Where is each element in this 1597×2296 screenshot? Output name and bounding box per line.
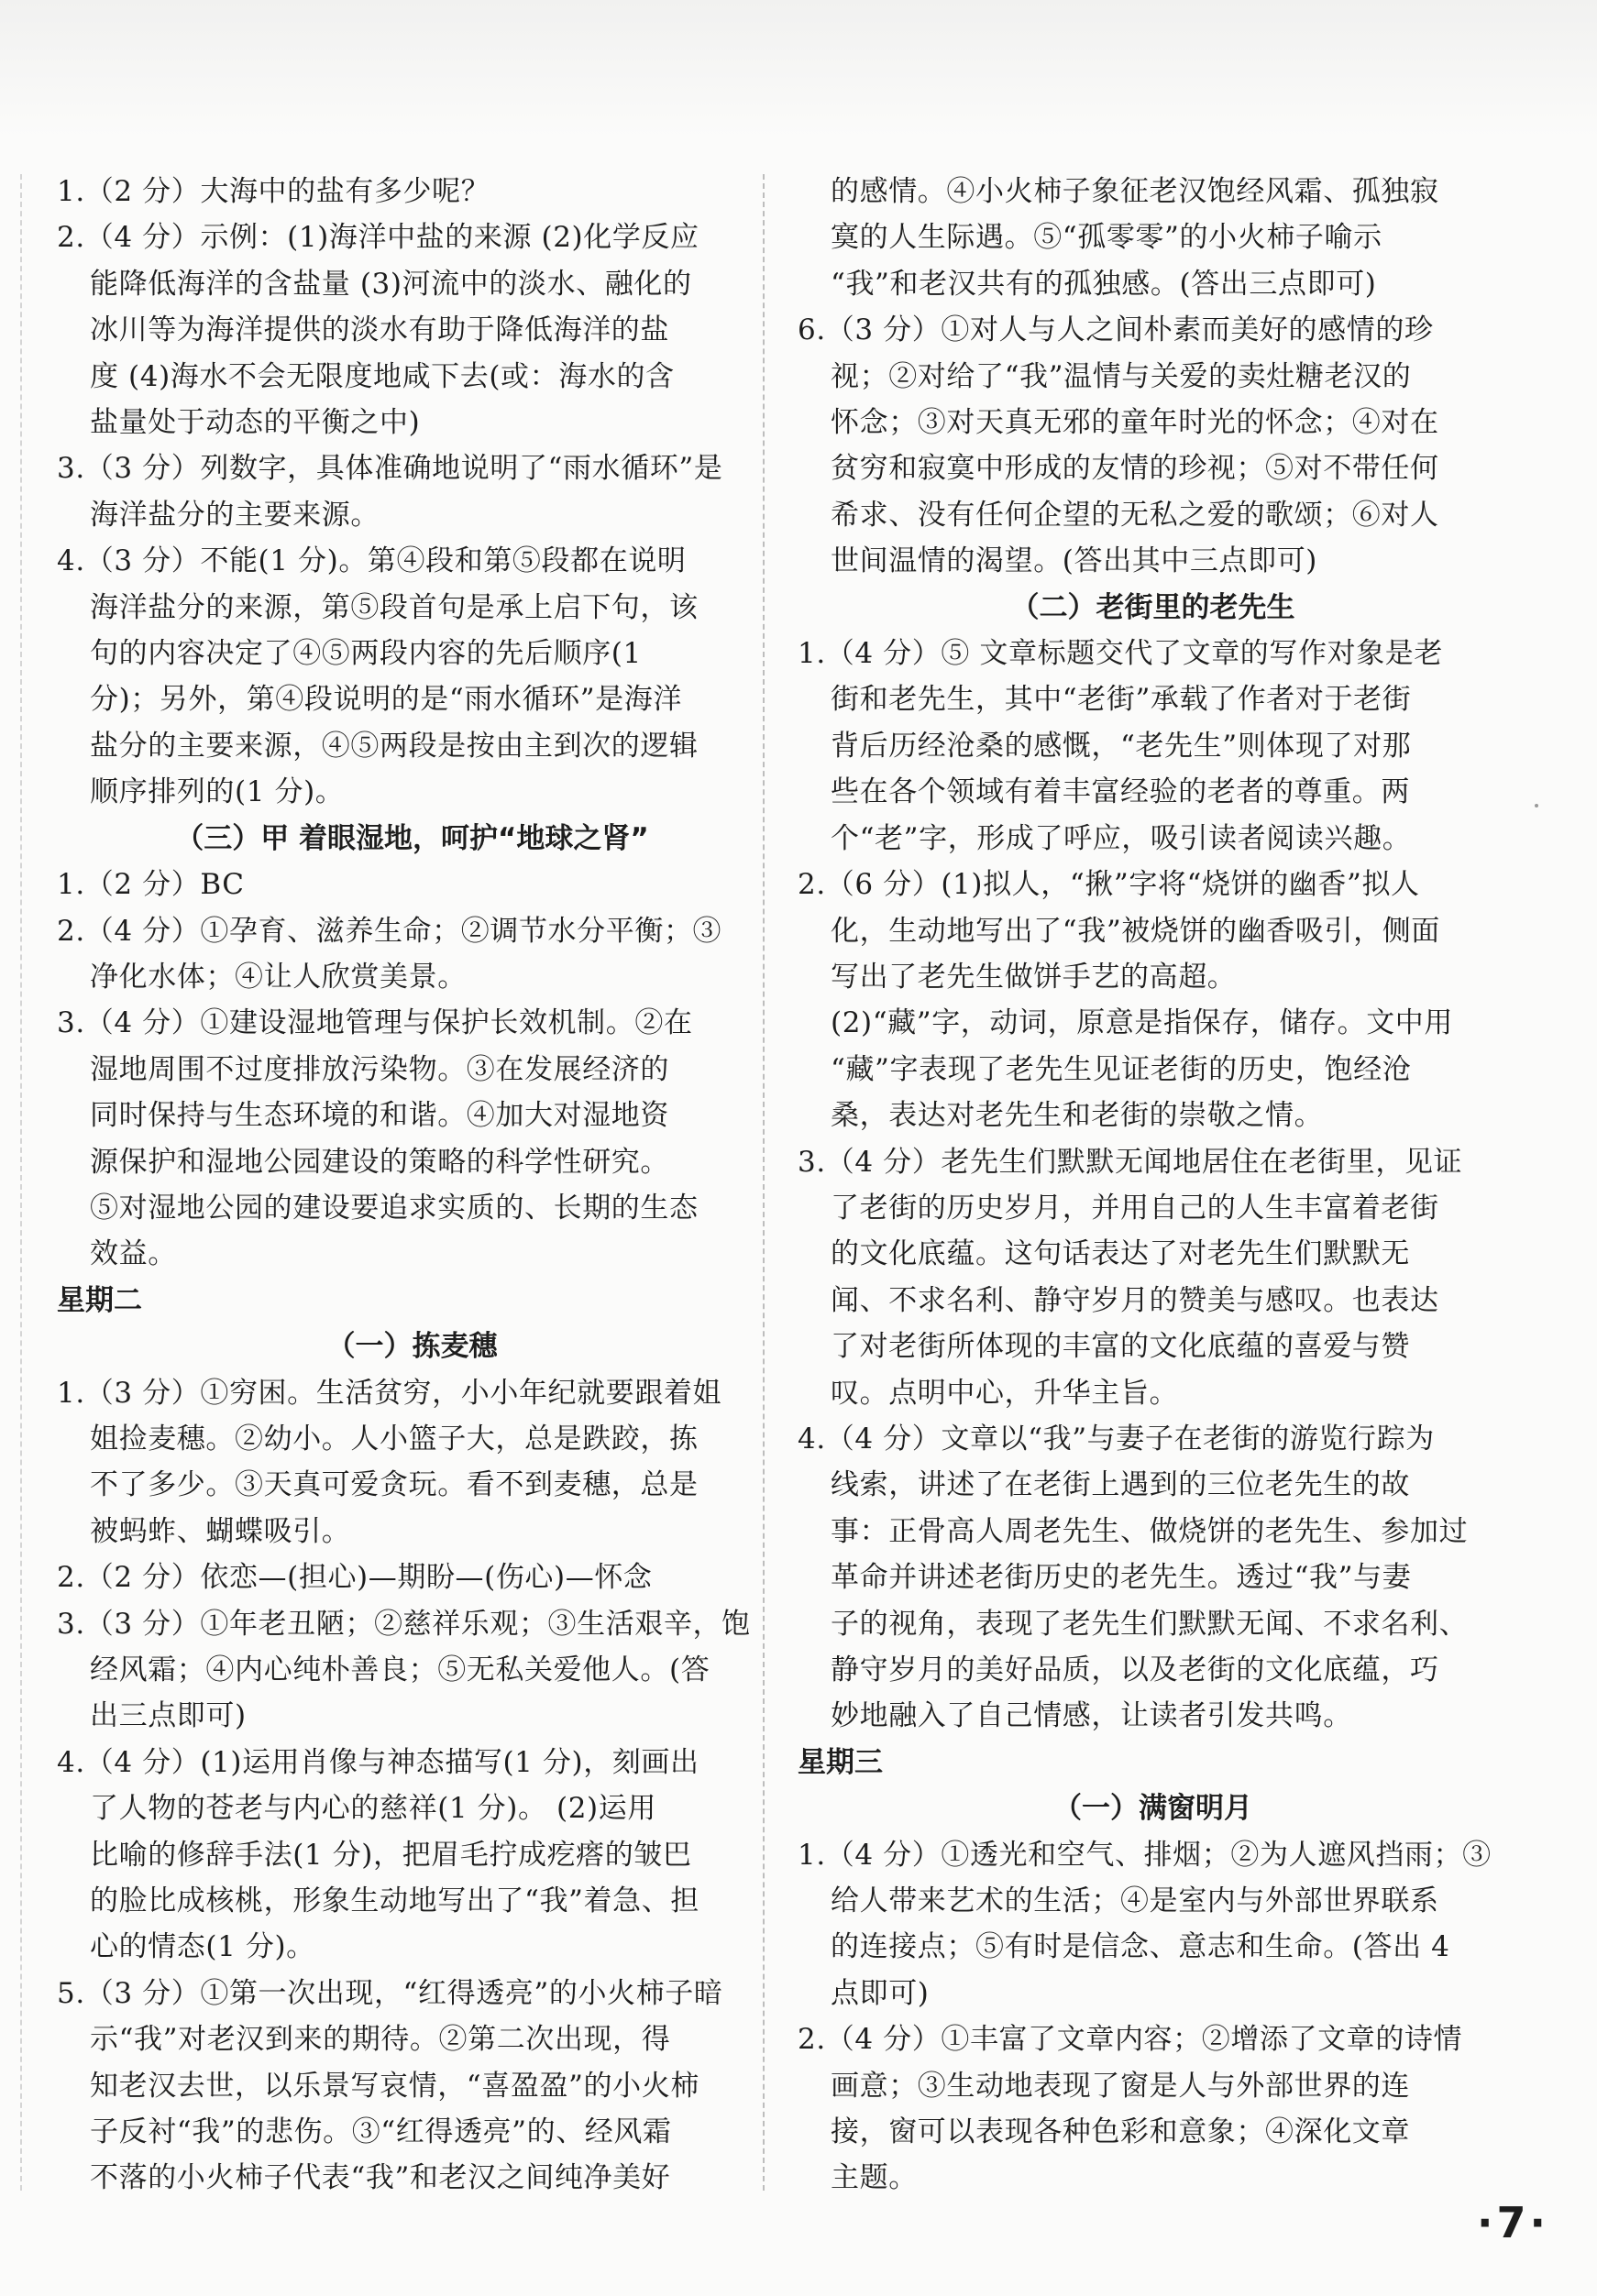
answer-continuation-line: 效益。 xyxy=(90,1237,177,1271)
answer-item xyxy=(798,307,1508,584)
left-column xyxy=(57,169,767,2202)
answer-continuation-line: 盐分的主要来源，④⑤两段是按由主到次的逻辑 xyxy=(90,729,699,763)
answer-continuation-line: 的感情。④小火柿子象征老汉饱经风霜、孤独寂 xyxy=(831,175,1439,208)
answer-line: 4.（4 分）(1)运用肖像与神态描写(1 分)，刻画出 xyxy=(57,1745,699,1779)
answer-item xyxy=(57,538,767,815)
answer-continuation-line: 不了多少。③天真可爱贪玩。看不到麦穗，总是 xyxy=(90,1468,699,1502)
answer-continuation-line: 给人带来艺术的生活；④是室内与外部世界联系 xyxy=(831,1884,1439,1918)
answer-item xyxy=(57,862,767,907)
answer-continuation-line: 句的内容决定了④⑤两段内容的先后顺序(1 xyxy=(90,637,642,671)
answer-continuation-line: 湿地周围不过度排放污染物。③在发展经济的 xyxy=(90,1052,669,1086)
answer-continuation-line: 闻、不求名利、静守岁月的赞美与感叹。也表达 xyxy=(831,1283,1439,1317)
answer-line: 2.（2 分）依恋—(担心)—期盼—(伤心)—怀念 xyxy=(57,1561,653,1595)
weekday-wednesday: 星期三 xyxy=(798,1745,883,1779)
answer-continuation-line: 点即可) xyxy=(831,1976,930,2010)
answer-item xyxy=(57,1554,767,1600)
answer-continuation-line: 革命并讲述老街历史的老先生。透过“我”与妻 xyxy=(831,1561,1412,1595)
left-margin-rule xyxy=(20,174,22,2191)
answer-continuation-line: 贫穷和寂寞中形成的友情的珍视；⑤对不带任何 xyxy=(831,452,1439,486)
answer-line: 1.（4 分）⑤ 文章标题交代了文章的写作对象是老 xyxy=(798,637,1444,671)
answer-continuation-line: 海洋盐分的主要来源。 xyxy=(90,498,380,532)
answer-line: 4.（3 分）不能(1 分)。第④段和第⑤段都在说明 xyxy=(57,544,687,578)
left-block-2 xyxy=(57,862,767,1278)
section-title-wetland: （三）甲 着眼湿地，呵护“地球之肾” xyxy=(175,821,649,855)
answer-item xyxy=(57,169,767,214)
section-title-wheat: （一）拣麦穗 xyxy=(326,1330,498,1364)
answer-line: 3.（4 分）老先生们默默无闻地居住在老街里，见证 xyxy=(798,1145,1463,1179)
answer-item xyxy=(57,445,767,538)
answer-line: 4.（4 分）文章以“我”与妻子在老街的游览行踪为 xyxy=(798,1422,1435,1456)
answer-item xyxy=(798,1416,1508,1740)
answer-continuation-line: 画意；③生动地表现了窗是人与外部世界的连 xyxy=(831,2069,1410,2103)
right-column xyxy=(798,169,1508,2202)
section-title-old-street: （二）老街里的老先生 xyxy=(1010,590,1295,624)
answer-continuation-line: 出三点即可) xyxy=(90,1699,247,1733)
answer-item xyxy=(57,214,767,445)
answer-continuation-line: 能降低海洋的含盐量 (3)河流中的淡水、融化的 xyxy=(90,267,692,301)
answer-continuation-line: 的文化底蕴。这句话表达了对老先生们默默无 xyxy=(831,1237,1410,1271)
answer-continuation-line: 度 (4)海水不会无限度地咸下去(或：海水的含 xyxy=(90,359,675,393)
answer-continuation-line: ⑤对湿地公园的建设要追求实质的、长期的生态 xyxy=(90,1191,699,1225)
answer-line: 2.（4 分）①孕育、滋养生命；②调节水分平衡；③ xyxy=(57,914,722,948)
answer-line: 2.（6 分）(1)拟人，“揪”字将“烧饼的幽香”拟人 xyxy=(798,868,1420,902)
answer-continuation-line: 寞的人生际遇。⑤“孤零零”的小火柿子喻示 xyxy=(831,221,1382,255)
answer-continuation-line: 净化水体；④让人欣赏美景。 xyxy=(90,960,467,994)
answer-line: 6.（3 分）①对人与人之间朴素而美好的感情的珍 xyxy=(798,313,1434,347)
answer-continuation-line: 背后历经沧桑的感慨，“老先生”则体现了对那 xyxy=(831,729,1412,763)
right-block-1 xyxy=(798,169,1508,585)
answer-item xyxy=(57,1601,767,1740)
answer-item xyxy=(798,169,1508,307)
answer-continuation-line: 盐量处于动态的平衡之中) xyxy=(90,406,421,440)
answer-continuation-line: 桑，表达对老先生和老街的崇敬之情。 xyxy=(831,1099,1324,1133)
answer-line: 1.（4 分）①透光和空气、排烟；②为人遮风挡雨；③ xyxy=(798,1838,1492,1872)
answer-item xyxy=(798,862,1508,1138)
answer-continuation-line: 写出了老先生做饼手艺的高超。 xyxy=(831,960,1237,994)
answer-item xyxy=(57,908,767,1001)
answer-continuation-line: 希求、没有任何企望的无私之爱的歌颂；⑥对人 xyxy=(831,498,1439,532)
answer-continuation-line: 同时保持与生态环境的和谐。④加大对湿地资 xyxy=(90,1099,669,1133)
stray-dot xyxy=(1535,804,1538,807)
answer-continuation-line: 比喻的修辞手法(1 分)，把眉毛拧成疙瘩的皱巴 xyxy=(90,1838,692,1872)
answer-continuation-line: 源保护和湿地公园建设的策略的科学性研究。 xyxy=(90,1145,669,1179)
page-number: ·7· xyxy=(1477,2198,1549,2247)
answer-line: 3.（3 分）列数字，具体准确地说明了“雨水循环”是 xyxy=(57,452,723,486)
answer-continuation-line: 不落的小火柿子代表“我”和老汉之间纯净美好 xyxy=(90,2161,671,2195)
answer-continuation-line: 冰川等为海洋提供的淡水有助于降低海洋的盐 xyxy=(90,313,669,347)
answer-item xyxy=(57,1740,767,1971)
answer-continuation-line: 了对老街所体现的丰富的文化底蕴的喜爱与赞 xyxy=(831,1330,1410,1364)
weekday-tuesday: 星期二 xyxy=(57,1283,142,1317)
answer-continuation-line: 海洋盐分的来源，第⑤段首句是承上启下句，该 xyxy=(90,590,699,624)
answer-continuation-line: 经风霜；④内心纯朴善良；⑤无私关爱他人。(答 xyxy=(90,1653,710,1686)
left-block-1 xyxy=(57,169,767,816)
answer-continuation-line: 些在各个领域有着丰富经验的老者的尊重。两 xyxy=(831,775,1410,809)
answer-continuation-line: 视；②对给了“我”温情与关爱的卖灶糖老汉的 xyxy=(831,359,1412,393)
right-block-2 xyxy=(798,631,1508,1740)
answer-continuation-line: 叹。点明中心，升华主旨。 xyxy=(831,1376,1179,1410)
answer-item xyxy=(57,1000,767,1277)
answer-continuation-line: 线索，讲述了在老街上遇到的三位老先生的故 xyxy=(831,1468,1410,1502)
answer-continuation-line: 了老街的历史岁月，并用自己的人生丰富着老街 xyxy=(831,1191,1439,1225)
answer-continuation-line: 怀念；③对天真无邪的童年时光的怀念；④对在 xyxy=(831,406,1439,440)
answer-line: 3.（3 分）①年老丑陋；②慈祥乐观；③生活艰辛，饱 xyxy=(57,1607,751,1641)
answer-item xyxy=(798,1832,1508,2017)
answer-line: 2.（4 分）①丰富了文章内容；②增添了文章的诗情 xyxy=(798,2023,1463,2057)
answer-line: 1.（2 分）大海中的盐有多少呢？ xyxy=(57,175,490,208)
answer-continuation-line: 街和老先生，其中“老街”承载了作者对于老街 xyxy=(831,683,1412,717)
answer-continuation-line: (2)“藏”字，动词，原意是指保存，储存。文中用 xyxy=(831,1006,1454,1040)
answer-continuation-line: 子的视角，表现了老先生们默默无闻、不求名利、 xyxy=(831,1607,1469,1641)
top-shading xyxy=(0,0,1597,137)
answer-continuation-line: 的脸比成核桃，形象生动地写出了“我”着急、担 xyxy=(90,1884,699,1918)
answer-continuation-line: 顺序排列的(1 分)。 xyxy=(90,775,345,809)
answer-continuation-line: 了人物的苍老与内心的慈祥(1 分)。 (2)运用 xyxy=(90,1792,656,1826)
answer-continuation-line: 被蚂蚱、蝴蝶吸引。 xyxy=(90,1514,351,1548)
answer-continuation-line: 心的情态(1 分)。 xyxy=(90,1930,315,1964)
answer-continuation-line: 示“我”对老汉到来的期待。②第二次出现，得 xyxy=(90,2023,671,2057)
answer-line: 5.（3 分）①第一次出现，“红得透亮”的小火柿子暗 xyxy=(57,1976,723,2010)
answer-item xyxy=(798,2016,1508,2202)
answer-item xyxy=(57,1971,767,2202)
answer-line: 2.（4 分）示例：(1)海洋中盐的来源 (2)化学反应 xyxy=(57,221,699,255)
answer-item xyxy=(798,1139,1508,1416)
answer-continuation-line: 的连接点；⑤有时是信念、意志和生命。(答出 4 xyxy=(831,1930,1450,1964)
answer-continuation-line: 子反衬“我”的悲伤。③“红得透亮”的、经风霜 xyxy=(90,2115,672,2149)
answer-continuation-line: 知老汉去世，以乐景写哀情，“喜盈盈”的小火柿 xyxy=(90,2069,699,2103)
right-block-3 xyxy=(798,1832,1508,2202)
answer-continuation-line: 主题。 xyxy=(831,2161,918,2195)
answer-continuation-line: 化，生动地写出了“我”被烧饼的幽香吸引，侧面 xyxy=(831,914,1440,948)
answer-continuation-line: 事：正骨高人周老先生、做烧饼的老先生、参加过 xyxy=(831,1514,1469,1548)
section-title-moon-window: （一）满窗明月 xyxy=(1053,1792,1252,1826)
answer-continuation-line: 静守岁月的美好品质，以及老街的文化底蕴，巧 xyxy=(831,1653,1439,1686)
answer-continuation-line: 个“老”字，形成了呼应，吸引读者阅读兴趣。 xyxy=(831,821,1412,855)
answer-continuation-line: 妙地融入了自己情感，让读者引发共鸣。 xyxy=(831,1699,1352,1733)
answer-continuation-line: 姐捡麦穗。②幼小。人小篮子大，总是跌跤，拣 xyxy=(90,1422,699,1456)
answer-continuation-line: 接，窗可以表现各种色彩和意象；④深化文章 xyxy=(831,2115,1410,2149)
answer-continuation-line: 分)；另外，第④段说明的是“雨水循环”是海洋 xyxy=(90,683,682,717)
answer-continuation-line: “我”和老汉共有的孤独感。(答出三点即可) xyxy=(831,267,1377,301)
answer-continuation-line: “藏”字表现了老先生见证老街的历史，饱经沧 xyxy=(831,1052,1412,1086)
answer-continuation-line: 世间温情的渴望。(答出其中三点即可) xyxy=(831,544,1317,578)
answer-item xyxy=(57,1370,767,1555)
left-block-3 xyxy=(57,1370,767,2202)
answer-line: 1.（2 分）BC xyxy=(57,868,245,902)
answer-line: 3.（4 分）①建设湿地管理与保护长效机制。②在 xyxy=(57,1006,693,1040)
answer-item xyxy=(798,631,1508,862)
answer-line: 1.（3 分）①穷困。生活贫穷，小小年纪就要跟着姐 xyxy=(57,1376,722,1410)
